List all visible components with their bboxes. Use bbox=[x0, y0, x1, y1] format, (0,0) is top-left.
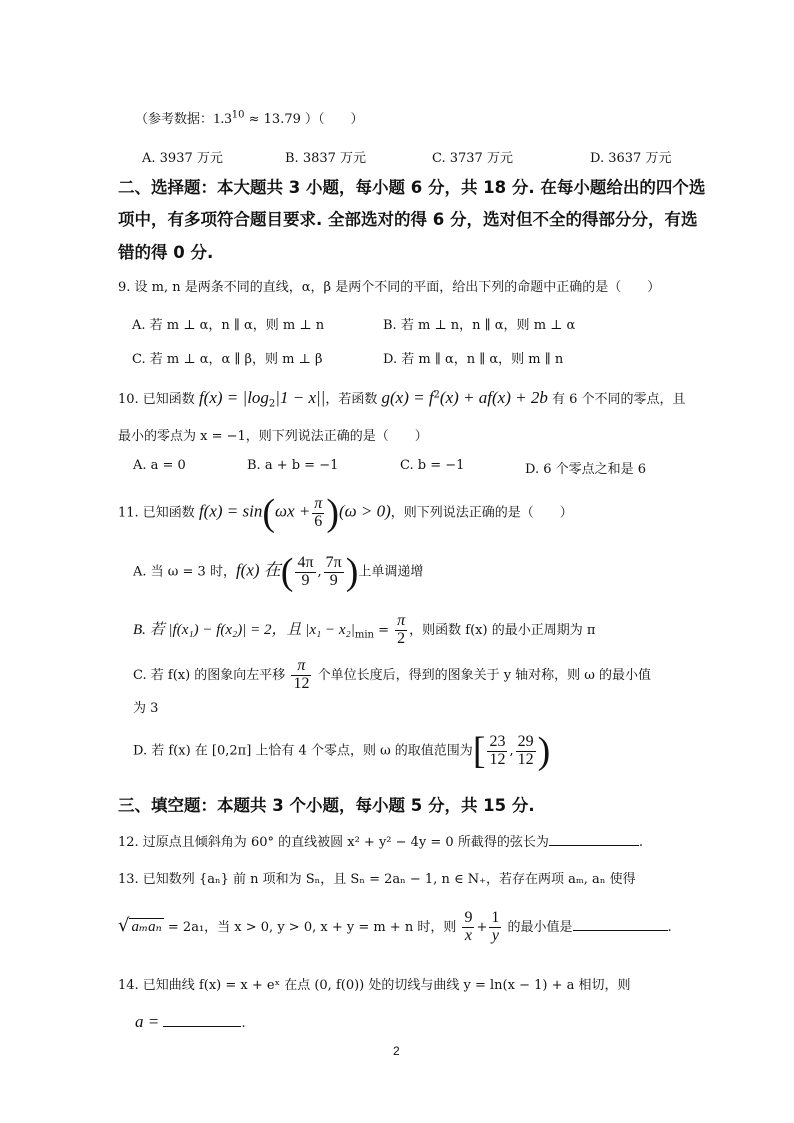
q13-answer-blank[interactable] bbox=[573, 916, 668, 931]
q11-a-d1: 9 bbox=[301, 571, 310, 589]
q8-option-b: B. 3837 万元 bbox=[285, 151, 367, 166]
q9-option-d: D. 若 m ∥ α，n ∥ α，则 m ∥ n bbox=[383, 352, 564, 367]
q8-ref-exponent: 10 bbox=[231, 109, 245, 121]
q11-d-n1: 23 bbox=[489, 732, 506, 750]
q14-a-eq: a = bbox=[135, 1012, 164, 1031]
q13-n9: 9 bbox=[464, 909, 473, 926]
q12-answer-blank[interactable] bbox=[549, 831, 639, 846]
q11-d-frac1 bbox=[487, 734, 507, 769]
q11-a-f: f(x) 在 bbox=[235, 560, 281, 580]
q11-c-frac bbox=[291, 658, 311, 693]
q11-d-rparen: ) bbox=[537, 730, 551, 772]
q11-b-post: ，则函数 f(x) 的最小正周期为 π bbox=[409, 622, 596, 638]
q14-line1: 14. 已知曲线 f(x) = x + eˣ 在点 (0, f(0)) 处的切线与曲线 y = ln(x − 1) + a 相切，则 bbox=[118, 978, 631, 993]
q10-stem-a: 10. 已知函数 bbox=[118, 392, 199, 407]
q13-frac-1y bbox=[489, 910, 501, 945]
q10-stem-line2: 最小的零点为 x = −1，则下列说法正确的是（ ） bbox=[118, 429, 428, 444]
q12-end: . bbox=[638, 835, 643, 850]
section2-line3: 错的得 0 分. bbox=[118, 243, 214, 262]
q11-f-def: f(x) = sin bbox=[198, 501, 263, 521]
q8-option-d: D. 3637 万元 bbox=[590, 151, 672, 166]
q11-c-post: 个单位长度后，得到的图象关于 y 轴对称，则 ω 的最小值 bbox=[313, 667, 652, 683]
q11-condition: (ω > 0) bbox=[338, 501, 391, 521]
q10-f-def: f(x) = |log bbox=[198, 388, 269, 407]
q11-c-num: π bbox=[291, 658, 311, 676]
q8-reference-data bbox=[135, 108, 364, 128]
q11-b-min: min bbox=[354, 629, 374, 641]
q11-arg: ωx + bbox=[275, 501, 311, 521]
q11-left-paren: ( bbox=[262, 492, 276, 534]
q11-a-pre: A. 当 ω = 3 时， bbox=[133, 564, 236, 580]
q13-sqrt-sign: √ bbox=[118, 914, 130, 936]
q13-dy: y bbox=[491, 926, 499, 944]
q10-g-power: 2 bbox=[433, 389, 440, 401]
q10-stem-b: ，若函数 bbox=[325, 392, 382, 407]
q11-d-n2: 29 bbox=[517, 732, 534, 750]
q9-option-b: B. 若 m ⊥ n，n ∥ α，则 m ⊥ α bbox=[383, 318, 576, 333]
q11-b-frac bbox=[395, 613, 407, 648]
section2-line2: 项中，有多项符合题目要求. 全部选对的得 6 分，选对但不全的得部分分，有选 bbox=[118, 210, 698, 229]
q13-line2: √ aₘaₙ = 2a₁，当 x > 0, y > 0, x + y = m + n 时，则 $\frac{9}{x}$ + $\frac{1}{y}$ 的最小值是 . bbox=[118, 909, 672, 944]
q8-ref-prefix: （参考数据： bbox=[135, 112, 214, 127]
q10-option-c: C. b = −1 bbox=[400, 458, 465, 473]
q11-d-d2: 12 bbox=[517, 750, 534, 768]
q14-line2 bbox=[135, 1012, 246, 1032]
q11-a-n1: 4π bbox=[297, 553, 314, 571]
q11-a-d2: 9 bbox=[329, 571, 338, 589]
q10-option-d: D. 6 个零点之和是 6 bbox=[525, 462, 647, 477]
q9-option-c: C. 若 m ⊥ α，α ∥ β，则 m ⊥ β bbox=[132, 352, 323, 367]
q13-frac-9x bbox=[462, 910, 474, 945]
q11-d-lbracket: [ bbox=[472, 730, 486, 772]
q11-d-d1: 12 bbox=[489, 750, 506, 768]
q12-text bbox=[118, 831, 643, 850]
q11-pi-over-6 bbox=[312, 496, 324, 531]
q10-g-def: g(x) = f bbox=[381, 388, 434, 407]
q11-a-lparen: ( bbox=[280, 551, 294, 593]
q10-g-def-rest: (x) + af(x) + 2b bbox=[439, 388, 548, 407]
q11-stem-b: ，则下列说法正确的是（ ） bbox=[390, 505, 573, 521]
q11-option-a: A. 当 ω = 3 时，f(x) 在( $\frac{4\pi}{9}$ , $\frac{7\pi}{9}$ )上单调递增 bbox=[133, 551, 424, 593]
section2-line1: 二、选择题：本大题共 3 小题，每小题 6 分，共 18 分. 在每小题给出的四个选 bbox=[118, 178, 706, 197]
q13-end: . bbox=[667, 919, 672, 935]
q11-b-pre: B. 若 |f(x₁) − f(x₂)| = 2，且 |x₁ − x₂| bbox=[133, 621, 355, 638]
q8-ref-rest: ≈ 13.79 ）（ ） bbox=[244, 112, 364, 127]
q11-option-c-line2: 为 3 bbox=[133, 701, 159, 716]
q11-a-n2: 7π bbox=[325, 553, 342, 571]
q10-f-def-rest: |1 − x|| bbox=[275, 388, 326, 407]
q11-b-num: π bbox=[397, 612, 406, 629]
q11-b-den: 2 bbox=[397, 629, 406, 647]
q10-option-b: B. a + b = −1 bbox=[247, 458, 339, 473]
q10-option-a: A. a = 0 bbox=[133, 458, 186, 473]
q11-option-c bbox=[133, 658, 651, 693]
q13-line2-a: = 2a₁，当 x > 0, y > 0, x + y = m + n 时，则 bbox=[163, 919, 461, 935]
q8-option-a: A. 3937 万元 bbox=[142, 151, 223, 166]
page-number: 2 bbox=[393, 1044, 400, 1058]
q10-stem-c: 有 6 个不同的零点，且 bbox=[547, 392, 686, 407]
q10-log-base: 2 bbox=[268, 398, 276, 410]
q13-line2-b: 的最小值是 bbox=[503, 919, 573, 935]
q11-a-rparen: ) bbox=[345, 551, 359, 593]
q11-stem bbox=[118, 494, 573, 532]
q13-dx: x bbox=[464, 926, 473, 944]
q11-option-b bbox=[133, 613, 595, 648]
q13-n1: 1 bbox=[491, 909, 500, 926]
q11-a-frac2 bbox=[324, 555, 344, 590]
q11-d-frac2 bbox=[516, 734, 536, 769]
q11-stem-a: 11. 已知函数 bbox=[118, 505, 199, 521]
q9-option-a: A. 若 m ⊥ α，n ∥ α，则 m ⊥ n bbox=[132, 318, 325, 333]
q11-c-den: 12 bbox=[293, 674, 310, 692]
q10-stem-line1 bbox=[118, 388, 686, 410]
q11-a-frac1 bbox=[295, 555, 315, 590]
q11-six-den: 6 bbox=[314, 512, 323, 530]
q14-answer-blank[interactable] bbox=[163, 1012, 241, 1027]
q11-a-post: 上单调递增 bbox=[358, 564, 424, 580]
q11-option-d: D. 若 f(x) 在 [0,2π] 上恰有 4 个零点，则 ω 的取值范围为[ $\frac{23}{12}$ , $\frac{29}{12}$ ) bbox=[133, 730, 551, 772]
q13-line1: 13. 已知数列 {aₙ} 前 n 项和为 Sₙ，且 Sₙ = 2aₙ − 1, n ∈ N₊，若存在两项 aₘ, aₙ 使得 bbox=[118, 872, 636, 887]
q11-pi-num: π bbox=[314, 494, 323, 512]
section3-title: 三、填空题：本题共 3 个小题，每小题 5 分，共 15 分. bbox=[118, 796, 535, 815]
q11-c-pre: C. 若 f(x) 的图象向左平移 bbox=[133, 667, 290, 683]
q11-d-pre: D. 若 f(x) 在 [0,2π] 上恰有 4 个零点，则 ω 的取值范围为 bbox=[133, 743, 473, 759]
q9-stem: 9. 设 m, n 是两条不同的直线，α，β 是两个不同的平面，给出下列的命题中正确的是（ ） bbox=[118, 280, 661, 295]
q8-option-c: C. 3737 万元 bbox=[432, 151, 513, 166]
q13-sqrt-content: aₘaₙ bbox=[131, 918, 162, 935]
q14-end: . bbox=[241, 1016, 246, 1031]
q12-stem: 12. 过原点且倾斜角为 60° 的直线被圆 x² + y² − 4y = 0 所截得的弦长为 bbox=[118, 835, 549, 850]
q11-b-eq: = bbox=[373, 622, 394, 638]
q8-ref-base: 1.3 bbox=[213, 111, 232, 127]
q11-right-paren: ) bbox=[326, 492, 339, 534]
